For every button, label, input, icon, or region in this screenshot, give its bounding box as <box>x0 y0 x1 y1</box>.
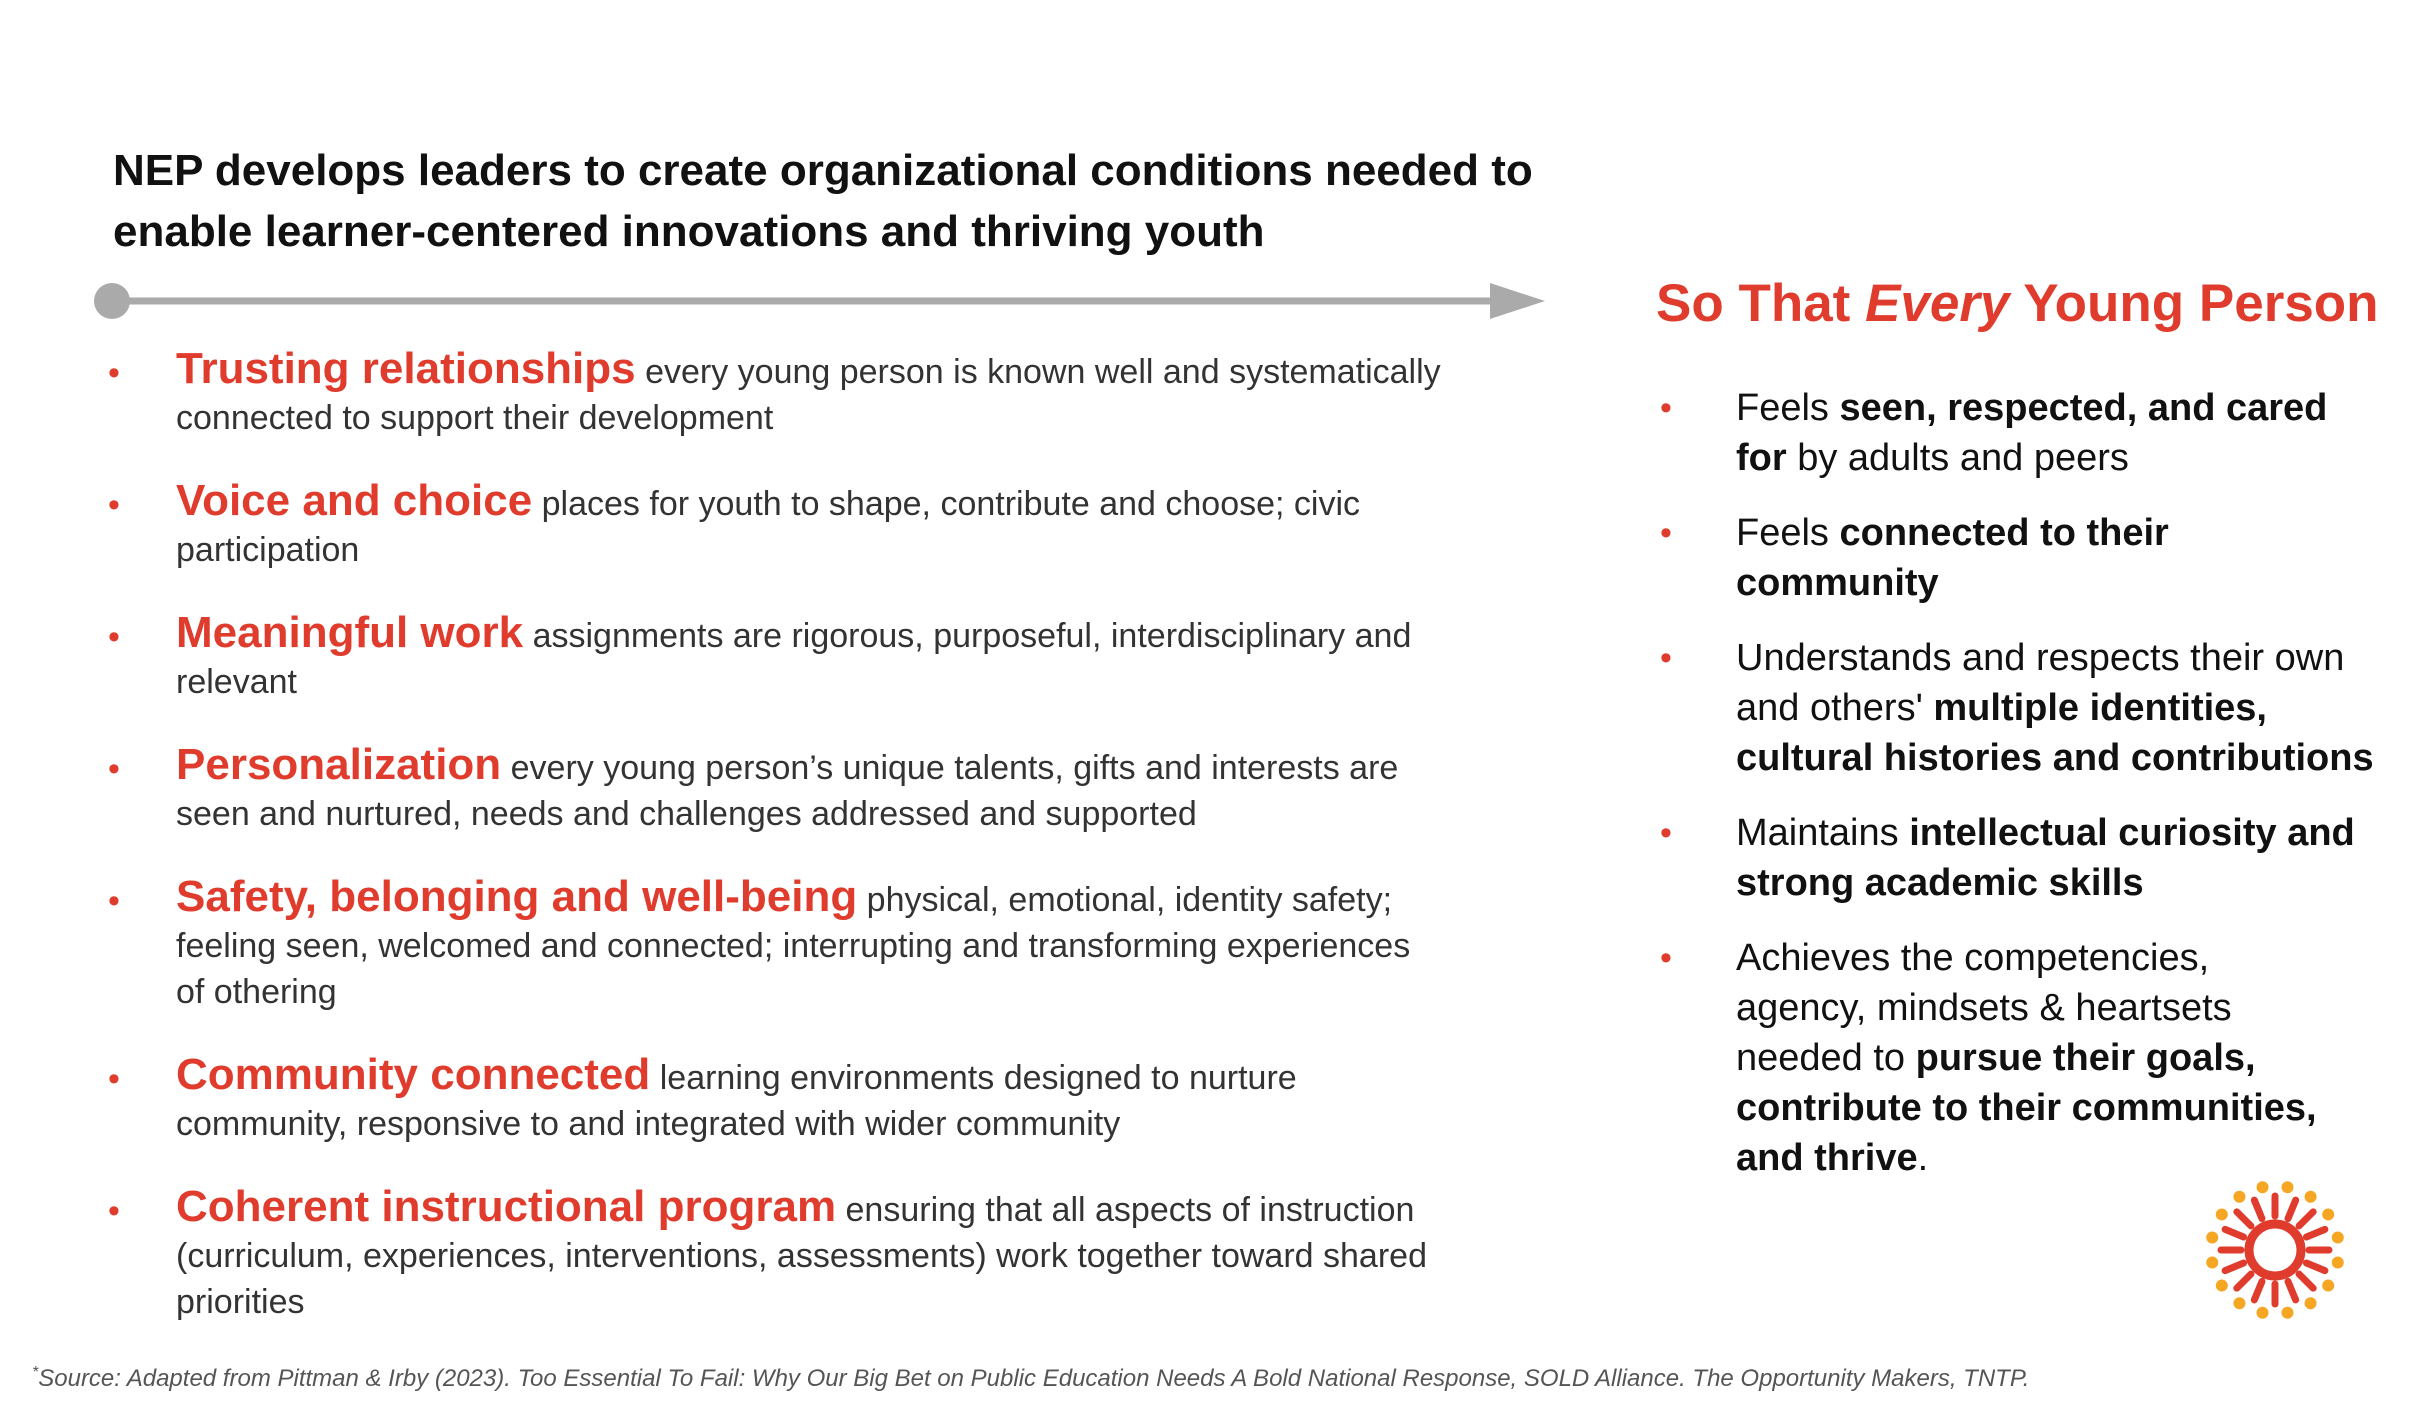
condition-term: Meaningful work <box>176 608 524 657</box>
outcome-emphasis: and thrive <box>1736 1137 1918 1179</box>
outcome-item <box>1660 508 2420 608</box>
condition-term: Personalization <box>176 740 502 789</box>
condition-desc: participation <box>176 531 360 569</box>
condition-item <box>100 871 1520 1015</box>
timeline-arrow-icon <box>90 276 1550 326</box>
condition-desc: every young person is known well and systematically <box>635 353 1441 391</box>
condition-line <box>176 475 1520 527</box>
source-mark: * <box>32 1364 39 1381</box>
condition-desc: places for youth to shape, contribute and choose; civic <box>532 485 1361 523</box>
bullet-icon: • <box>1660 514 1672 552</box>
condition-item <box>100 1181 1520 1325</box>
condition-line <box>176 871 1520 923</box>
outcome-line <box>1736 983 2420 1033</box>
source-note <box>32 1364 2029 1393</box>
outcome-line <box>1736 733 2420 783</box>
outcomes-title <box>1656 270 2379 338</box>
condition-desc: (curriculum, experiences, interventions, assessments) work together toward shared <box>176 1237 1427 1275</box>
outcome-line <box>1736 433 2420 483</box>
condition-line <box>176 739 1520 791</box>
outcome-text: . <box>1917 1137 1929 1179</box>
condition-desc: every young person’s unique talents, gifts and interests are <box>501 749 1399 787</box>
bullet-icon: • <box>108 1060 120 1098</box>
headline-line: NEP develops leaders to create organizational conditions needed to <box>113 146 1533 195</box>
outcomes-list <box>1660 383 2420 1208</box>
outcome-text: Feels <box>1736 387 1840 429</box>
condition-line <box>176 527 1520 573</box>
headline-line: enable learner-centered innovations and thriving youth <box>113 207 1265 256</box>
outcome-line <box>1736 383 2420 433</box>
outcome-emphasis: contribute to their communities, <box>1736 1087 2317 1129</box>
source-text: Source: Adapted from Pittman & Irby (2023). Too Essential To Fail: Why Our Big Bet on Public Education Needs A Bold National Response, SOLD Alliance. The Opportunity Makers, TNTP. <box>38 1365 2030 1392</box>
condition-term: Safety, belonging and well-being <box>176 872 858 921</box>
condition-line <box>176 923 1520 969</box>
outcomes-title-pre: So That <box>1656 274 1866 333</box>
outcome-line <box>1736 683 2420 733</box>
outcome-emphasis: cultural histories and contributions <box>1736 737 2374 779</box>
bullet-icon: • <box>108 486 120 524</box>
condition-term: Trusting relationships <box>176 344 636 393</box>
condition-desc: priorities <box>176 1283 305 1321</box>
outcome-line <box>1736 933 2420 983</box>
outcome-text: Understands and respects their own <box>1736 637 2345 679</box>
condition-line <box>176 1181 1520 1233</box>
sun-burst-logo-icon <box>2200 1175 2350 1325</box>
condition-desc: seen and nurtured, needs and challenges addressed and supported <box>176 795 1197 833</box>
outcome-line <box>1736 633 2420 683</box>
outcome-line <box>1736 858 2420 908</box>
condition-desc: learning environments designed to nurture <box>650 1059 1297 1097</box>
condition-term: Coherent instructional program <box>176 1182 837 1231</box>
condition-desc: of othering <box>176 973 337 1011</box>
outcome-emphasis: strong academic skills <box>1736 862 2144 904</box>
condition-desc: physical, emotional, identity safety; <box>857 881 1393 919</box>
condition-desc: assignments are rigorous, purposeful, interdisciplinary and <box>523 617 1412 655</box>
outcome-text: and others' <box>1736 687 1934 729</box>
outcome-text: Maintains <box>1736 812 1910 854</box>
outcome-text: Achieves the competencies, <box>1736 937 2210 979</box>
outcome-line <box>1736 558 2420 608</box>
outcomes-title-emphasis: Every <box>1865 274 2010 333</box>
outcome-emphasis: intellectual curiosity and <box>1909 812 2355 854</box>
condition-desc: community, responsive to and integrated with wider community <box>176 1105 1121 1143</box>
bullet-icon: • <box>108 354 120 392</box>
condition-line <box>176 659 1520 705</box>
condition-line <box>176 1233 1520 1279</box>
condition-item <box>100 343 1520 441</box>
bullet-icon: • <box>108 1192 120 1230</box>
condition-line <box>176 791 1520 837</box>
outcome-emphasis: community <box>1736 562 1939 604</box>
outcome-emphasis: for <box>1736 437 1787 479</box>
condition-desc: connected to support their development <box>176 399 774 437</box>
condition-desc: ensuring that all aspects of instruction <box>836 1191 1415 1229</box>
condition-line <box>176 1279 1520 1325</box>
outcome-emphasis: connected to their <box>1839 512 2169 554</box>
bullet-icon: • <box>1660 389 1672 427</box>
outcome-line <box>1736 508 2420 558</box>
outcome-item <box>1660 933 2420 1183</box>
condition-line <box>176 969 1520 1015</box>
outcome-emphasis: pursue their goals, <box>1915 1037 2256 1079</box>
outcome-text: by adults and peers <box>1786 437 2129 479</box>
outcome-item <box>1660 633 2420 783</box>
outcome-emphasis: seen, respected, and cared <box>1839 387 2328 429</box>
condition-item <box>100 1049 1520 1147</box>
condition-line <box>176 1049 1520 1101</box>
bullet-icon: • <box>1660 639 1672 677</box>
condition-line <box>176 395 1520 441</box>
outcomes-title-post: Young Person <box>2009 274 2379 333</box>
condition-item <box>100 607 1520 705</box>
outcome-text: needed to <box>1736 1037 1916 1079</box>
bullet-icon: • <box>108 882 120 920</box>
bullet-icon: • <box>108 618 120 656</box>
outcome-text: Feels <box>1736 512 1840 554</box>
conditions-list <box>100 343 1520 1359</box>
condition-line <box>176 1101 1520 1147</box>
bullet-icon: • <box>1660 939 1672 977</box>
condition-desc: feeling seen, welcomed and connected; interrupting and transforming experiences <box>176 927 1411 965</box>
condition-item <box>100 739 1520 837</box>
outcome-item <box>1660 808 2420 908</box>
condition-term: Community connected <box>176 1050 651 1099</box>
outcome-line <box>1736 1033 2420 1083</box>
outcome-text: agency, mindsets & heartsets <box>1736 987 2232 1029</box>
headline <box>113 140 1663 262</box>
condition-desc: relevant <box>176 663 297 701</box>
outcome-emphasis: multiple identities, <box>1933 687 2267 729</box>
condition-term: Voice and choice <box>176 476 533 525</box>
bullet-icon: • <box>1660 814 1672 852</box>
bullet-icon: • <box>108 750 120 788</box>
outcome-line <box>1736 808 2420 858</box>
outcome-line <box>1736 1083 2420 1133</box>
condition-item <box>100 475 1520 573</box>
condition-line <box>176 607 1520 659</box>
condition-line <box>176 343 1520 395</box>
outcome-item <box>1660 383 2420 483</box>
